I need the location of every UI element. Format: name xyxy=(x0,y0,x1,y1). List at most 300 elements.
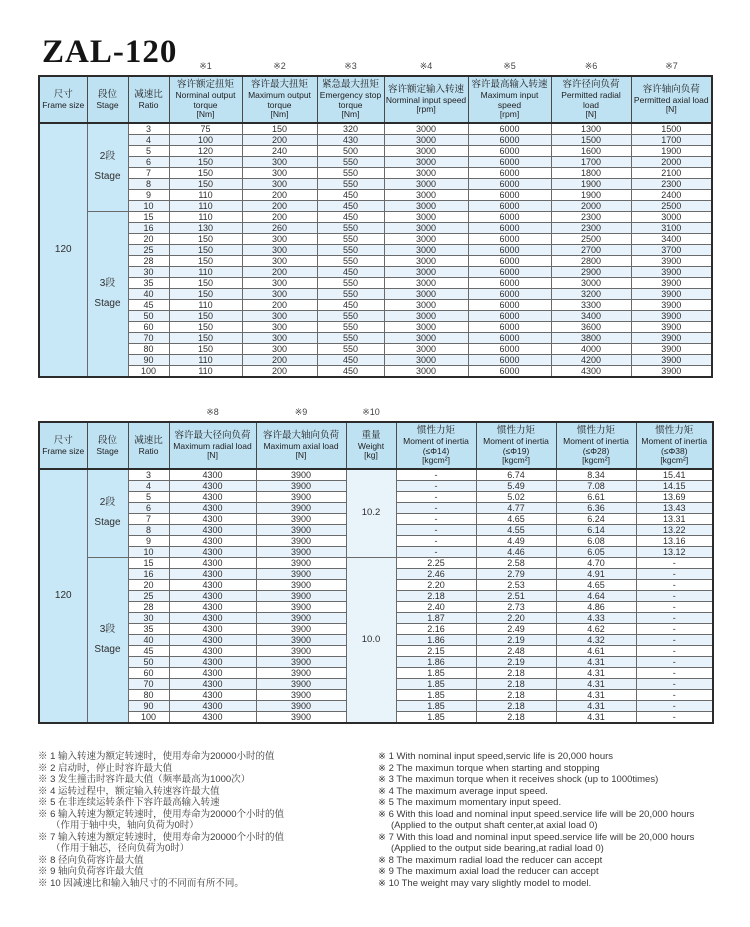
footnote-marker: ※9 xyxy=(294,407,308,417)
value-cell: 14.15 xyxy=(636,480,713,491)
ratio-cell: 16 xyxy=(128,222,169,233)
value-cell: 150 xyxy=(242,123,317,135)
value-cell: 150 xyxy=(169,255,242,266)
ratio-cell: 5 xyxy=(128,145,169,156)
column-header: 紧急最大扭矩 Emergency stop torque [Nm] xyxy=(317,76,384,123)
table1-body xyxy=(39,123,712,377)
footnote-marker xyxy=(396,406,476,419)
value-cell: 4300 xyxy=(169,700,256,711)
column-header: 重量 Weight [kg] xyxy=(346,422,396,469)
value-cell: 3000 xyxy=(384,288,468,299)
value-cell: - xyxy=(396,535,476,546)
value-cell: 200 xyxy=(242,365,317,377)
footnote-line: （作用于轴中央，轴向负荷为0时） xyxy=(51,820,199,831)
table-row xyxy=(39,145,712,156)
footnote-line: ※ 8 径向负荷容许最大值 xyxy=(38,854,144,866)
ratio-cell: 100 xyxy=(128,365,169,377)
value-cell: 6000 xyxy=(468,288,551,299)
value-cell: 3000 xyxy=(384,178,468,189)
value-cell: 6.61 xyxy=(556,491,636,502)
table-row xyxy=(39,288,712,299)
value-cell: 150 xyxy=(169,167,242,178)
value-cell: 3200 xyxy=(551,288,631,299)
value-cell: 4300 xyxy=(169,711,256,723)
column-header: 减速比 Ratio xyxy=(128,76,169,123)
footnote-line: ※ 3 The maximun torque when it receives shock (up to 1000times) xyxy=(378,774,659,785)
value-cell: 4.32 xyxy=(556,634,636,645)
footnote-line: ※ 1 With nominal input speed,servic life is 20,000 hours xyxy=(378,751,614,762)
value-cell: 150 xyxy=(169,244,242,255)
ratio-cell: 35 xyxy=(128,623,169,634)
footnote-line: ※ 10 The weight may vary slightly model to model. xyxy=(378,877,592,889)
value-cell: 300 xyxy=(242,343,317,354)
column-header: 段位 Stage xyxy=(87,76,128,123)
value-cell: 2500 xyxy=(631,200,712,211)
value-cell: 3900 xyxy=(631,266,712,277)
ratio-cell: 4 xyxy=(128,134,169,145)
ratio-cell: 20 xyxy=(128,233,169,244)
footnote-line: ※ 10 因减速比和输入轴尺寸的不同而有所不同。 xyxy=(38,877,244,889)
footnote-line: ※ 5 The maximum momentary input speed. xyxy=(378,797,562,808)
value-cell: - xyxy=(396,502,476,513)
value-cell: 3900 xyxy=(256,612,346,623)
value-cell: 1.85 xyxy=(396,711,476,723)
value-cell: 4300 xyxy=(169,546,256,557)
value-cell: 450 xyxy=(317,211,384,222)
value-cell: 1.85 xyxy=(396,678,476,689)
value-cell: 3900 xyxy=(256,656,346,667)
ratio-cell: 3 xyxy=(128,123,169,135)
value-cell: 300 xyxy=(242,244,317,255)
table-row xyxy=(39,156,712,167)
value-cell: 4.46 xyxy=(476,546,556,557)
stage-cell: 3段 Stage xyxy=(87,211,128,377)
value-cell: 4200 xyxy=(551,354,631,365)
value-cell: 2.18 xyxy=(476,711,556,723)
footnotes-section xyxy=(38,751,716,889)
table-row xyxy=(39,310,712,321)
value-cell: 3000 xyxy=(384,321,468,332)
value-cell: 6000 xyxy=(468,255,551,266)
value-cell: 3900 xyxy=(256,623,346,634)
table2-footnote-markers xyxy=(39,406,713,419)
table-row xyxy=(39,211,712,222)
value-cell: 3000 xyxy=(384,123,468,135)
value-cell: 260 xyxy=(242,222,317,233)
value-cell: 3000 xyxy=(384,299,468,310)
value-cell: 1800 xyxy=(551,167,631,178)
value-cell: 3900 xyxy=(256,513,346,524)
table-row xyxy=(39,123,712,135)
ratio-cell: 10 xyxy=(128,200,169,211)
value-cell: 550 xyxy=(317,343,384,354)
value-cell: 4300 xyxy=(169,590,256,601)
value-cell: 150 xyxy=(169,178,242,189)
value-cell: 3000 xyxy=(384,277,468,288)
value-cell: - xyxy=(396,513,476,524)
value-cell: 6000 xyxy=(468,266,551,277)
footnote-line: ※ 9 The maximum axial load the reducer can accept xyxy=(378,866,599,877)
value-cell: 4.64 xyxy=(556,590,636,601)
value-cell: 550 xyxy=(317,310,384,321)
value-cell: 6000 xyxy=(468,200,551,211)
value-cell: 3900 xyxy=(256,678,346,689)
table-row xyxy=(39,266,712,277)
value-cell: 6000 xyxy=(468,233,551,244)
value-cell: 110 xyxy=(169,211,242,222)
value-cell: 6.14 xyxy=(556,524,636,535)
value-cell: - xyxy=(636,623,713,634)
value-cell: 550 xyxy=(317,156,384,167)
ratio-cell: 28 xyxy=(128,255,169,266)
value-cell: 4300 xyxy=(169,480,256,491)
value-cell: 13.43 xyxy=(636,502,713,513)
footnote-line: ※ 3 发生撞击时容许最大值（频率最高为1000次） xyxy=(38,774,251,785)
value-cell: 1500 xyxy=(551,134,631,145)
value-cell: 3900 xyxy=(256,491,346,502)
value-cell: 6000 xyxy=(468,277,551,288)
table-row xyxy=(39,189,712,200)
value-cell: 3000 xyxy=(384,365,468,377)
ratio-cell: 25 xyxy=(128,590,169,601)
footnote-marker: ※10 xyxy=(362,407,380,417)
value-cell: 450 xyxy=(317,189,384,200)
value-cell: 430 xyxy=(317,134,384,145)
value-cell: 300 xyxy=(242,167,317,178)
table-row xyxy=(39,233,712,244)
value-cell: 3000 xyxy=(384,354,468,365)
value-cell: 550 xyxy=(317,244,384,255)
value-cell: 240 xyxy=(242,145,317,156)
column-header: 惯性力矩 Moment of inertia (≤Φ14) [kgcm²] xyxy=(396,422,476,469)
ratio-cell: 4 xyxy=(128,480,169,491)
value-cell: 3000 xyxy=(384,332,468,343)
value-cell: 1700 xyxy=(631,134,712,145)
value-cell: 300 xyxy=(242,156,317,167)
value-cell: 6000 xyxy=(468,343,551,354)
value-cell: 4300 xyxy=(551,365,631,377)
value-cell: 6.74 xyxy=(476,469,556,481)
value-cell: 2.58 xyxy=(476,557,556,568)
value-cell: 450 xyxy=(317,299,384,310)
value-cell: 3000 xyxy=(384,233,468,244)
value-cell: 3900 xyxy=(631,299,712,310)
footnote-line: ※ 7 With this load and nominal input speed.service life will be 20,000 hours xyxy=(378,831,695,843)
value-cell: 4.65 xyxy=(476,513,556,524)
footnote-marker xyxy=(128,406,169,419)
footnote-marker xyxy=(87,60,128,73)
value-cell: 4300 xyxy=(169,656,256,667)
ratio-cell: 20 xyxy=(128,579,169,590)
value-cell: 550 xyxy=(317,321,384,332)
value-cell: 2400 xyxy=(631,189,712,200)
value-cell: 2800 xyxy=(551,255,631,266)
value-cell: 3000 xyxy=(384,266,468,277)
value-cell: 4000 xyxy=(551,343,631,354)
ratio-cell: 35 xyxy=(128,277,169,288)
column-header: 容许径向负荷 Permitted radial load [N] xyxy=(551,76,631,123)
table-row xyxy=(39,134,712,145)
footnote-marker xyxy=(128,60,169,73)
load-weight-inertia-spec-table xyxy=(38,421,714,724)
value-cell: 3400 xyxy=(631,233,712,244)
value-cell: 150 xyxy=(169,277,242,288)
value-cell: 3900 xyxy=(631,332,712,343)
value-cell: 2100 xyxy=(631,167,712,178)
value-cell: 200 xyxy=(242,354,317,365)
footnote-marker: ※4 xyxy=(419,61,433,71)
ratio-cell: 80 xyxy=(128,689,169,700)
value-cell: 550 xyxy=(317,167,384,178)
table-row xyxy=(39,557,713,568)
value-cell: 2.18 xyxy=(476,689,556,700)
table-row xyxy=(39,255,712,266)
value-cell: 300 xyxy=(242,255,317,266)
value-cell: 2700 xyxy=(551,244,631,255)
table2-body xyxy=(39,469,713,723)
value-cell: 3000 xyxy=(384,343,468,354)
column-header: 尺寸 Frame size xyxy=(39,76,87,123)
ratio-cell: 50 xyxy=(128,656,169,667)
value-cell: 3900 xyxy=(256,557,346,568)
footnote-marker xyxy=(39,406,87,419)
value-cell: - xyxy=(636,656,713,667)
ratio-cell: 7 xyxy=(128,167,169,178)
value-cell: 4.91 xyxy=(556,568,636,579)
weight-cell: 10.2 xyxy=(346,469,396,558)
ratio-cell: 50 xyxy=(128,310,169,321)
table-row xyxy=(39,244,712,255)
value-cell: - xyxy=(636,568,713,579)
value-cell: 2.18 xyxy=(396,590,476,601)
value-cell: 1600 xyxy=(551,145,631,156)
ratio-cell: 100 xyxy=(128,711,169,723)
value-cell: 2.20 xyxy=(476,612,556,623)
stage-cell: 2段 Stage xyxy=(87,469,128,558)
value-cell: 550 xyxy=(317,222,384,233)
footnotes-chinese xyxy=(38,751,378,889)
column-header: 容许最大扭矩 Maximum output torque [Nm] xyxy=(242,76,317,123)
value-cell: 3900 xyxy=(631,343,712,354)
stage-cell: 3段 Stage xyxy=(87,557,128,723)
value-cell: 6.08 xyxy=(556,535,636,546)
value-cell: 6000 xyxy=(468,156,551,167)
value-cell: 3800 xyxy=(551,332,631,343)
value-cell: 4300 xyxy=(169,612,256,623)
ratio-cell: 70 xyxy=(128,332,169,343)
ratio-cell: 90 xyxy=(128,700,169,711)
footnotes-english xyxy=(378,751,716,889)
value-cell: 6000 xyxy=(468,167,551,178)
value-cell: 3900 xyxy=(256,535,346,546)
value-cell: 2300 xyxy=(631,178,712,189)
value-cell: 100 xyxy=(169,134,242,145)
footnote-marker: ※8 xyxy=(206,407,219,417)
value-cell: 2.18 xyxy=(476,700,556,711)
ratio-cell: 60 xyxy=(128,321,169,332)
value-cell: 300 xyxy=(242,288,317,299)
value-cell: 150 xyxy=(169,321,242,332)
table-row xyxy=(39,365,712,377)
value-cell: 2.19 xyxy=(476,634,556,645)
value-cell: 4.70 xyxy=(556,557,636,568)
value-cell: 2.51 xyxy=(476,590,556,601)
value-cell: 4300 xyxy=(169,579,256,590)
value-cell: 6000 xyxy=(468,310,551,321)
ratio-cell: 10 xyxy=(128,546,169,557)
ratio-cell: 70 xyxy=(128,678,169,689)
value-cell: 1700 xyxy=(551,156,631,167)
value-cell: 110 xyxy=(169,365,242,377)
value-cell: 300 xyxy=(242,277,317,288)
ratio-cell: 7 xyxy=(128,513,169,524)
value-cell: 550 xyxy=(317,288,384,299)
table-row xyxy=(39,178,712,189)
value-cell: 3900 xyxy=(256,689,346,700)
value-cell: 4300 xyxy=(169,667,256,678)
footnote-marker: ※6 xyxy=(584,61,598,71)
value-cell: 3900 xyxy=(256,502,346,513)
value-cell: 200 xyxy=(242,211,317,222)
footnote-marker: ※5 xyxy=(503,61,516,71)
value-cell: 6000 xyxy=(468,332,551,343)
value-cell: 3900 xyxy=(256,469,346,481)
value-cell: 3000 xyxy=(384,145,468,156)
column-header: 容许轴向负荷 Permitted axial load [N] xyxy=(631,76,712,123)
value-cell: 3700 xyxy=(631,244,712,255)
footnote-marker: ※7 xyxy=(665,61,678,71)
value-cell: 3900 xyxy=(256,568,346,579)
value-cell: 1.86 xyxy=(396,656,476,667)
value-cell: 4300 xyxy=(169,557,256,568)
value-cell: 6000 xyxy=(468,178,551,189)
value-cell: 2.73 xyxy=(476,601,556,612)
value-cell: 3900 xyxy=(256,480,346,491)
value-cell: 3000 xyxy=(384,200,468,211)
value-cell: 150 xyxy=(169,233,242,244)
ratio-cell: 8 xyxy=(128,524,169,535)
value-cell: 6000 xyxy=(468,222,551,233)
ratio-cell: 8 xyxy=(128,178,169,189)
table1-header xyxy=(39,76,712,123)
value-cell: 300 xyxy=(242,310,317,321)
value-cell: 3900 xyxy=(256,546,346,557)
value-cell: 200 xyxy=(242,200,317,211)
column-header: 尺寸 Frame size xyxy=(39,422,87,469)
value-cell: 110 xyxy=(169,354,242,365)
value-cell: 4300 xyxy=(169,601,256,612)
value-cell: 6000 xyxy=(468,145,551,156)
value-cell: 2900 xyxy=(551,266,631,277)
value-cell: 110 xyxy=(169,200,242,211)
column-header: 容许最高输入转速 Maximum input speed [rpm] xyxy=(468,76,551,123)
value-cell: 4300 xyxy=(169,634,256,645)
value-cell: 1500 xyxy=(631,123,712,135)
column-header: 惯性力矩 Moment of inertia (≤Φ38) [kgcm²] xyxy=(636,422,713,469)
column-header: 容许额定扭矩 Norminal output torque [Nm] xyxy=(169,76,242,123)
value-cell: 110 xyxy=(169,189,242,200)
value-cell: 450 xyxy=(317,354,384,365)
value-cell: 4300 xyxy=(169,513,256,524)
value-cell: 1300 xyxy=(551,123,631,135)
ratio-cell: 15 xyxy=(128,557,169,568)
value-cell: 6.24 xyxy=(556,513,636,524)
value-cell: 3900 xyxy=(256,590,346,601)
value-cell: 450 xyxy=(317,266,384,277)
value-cell: 4.31 xyxy=(556,667,636,678)
value-cell: 4.31 xyxy=(556,700,636,711)
column-header: 段位 Stage xyxy=(87,422,128,469)
value-cell: 500 xyxy=(317,145,384,156)
value-cell: 6000 xyxy=(468,189,551,200)
value-cell: 1.87 xyxy=(396,612,476,623)
value-cell: 200 xyxy=(242,189,317,200)
value-cell: 3900 xyxy=(256,645,346,656)
value-cell: 150 xyxy=(169,343,242,354)
value-cell: 110 xyxy=(169,299,242,310)
value-cell: - xyxy=(636,678,713,689)
value-cell: - xyxy=(396,480,476,491)
ratio-cell: 60 xyxy=(128,667,169,678)
stage-cell: 2段 Stage xyxy=(87,123,128,212)
value-cell: - xyxy=(636,667,713,678)
value-cell: 5.49 xyxy=(476,480,556,491)
footnote-marker xyxy=(476,406,556,419)
footnote-line: ※ 5 在非连续运转条件下容许最高输入转速 xyxy=(38,797,220,808)
value-cell: 1900 xyxy=(551,189,631,200)
value-cell: 6000 xyxy=(468,299,551,310)
value-cell: 4300 xyxy=(169,535,256,546)
value-cell: - xyxy=(636,590,713,601)
value-cell: 3000 xyxy=(384,134,468,145)
value-cell: 6000 xyxy=(468,365,551,377)
value-cell: 2500 xyxy=(551,233,631,244)
value-cell: 3900 xyxy=(631,255,712,266)
value-cell: 4.55 xyxy=(476,524,556,535)
value-cell: 200 xyxy=(242,266,317,277)
value-cell: 110 xyxy=(169,266,242,277)
value-cell: 4.31 xyxy=(556,689,636,700)
ratio-cell: 45 xyxy=(128,299,169,310)
value-cell: 300 xyxy=(242,233,317,244)
footnote-line: ※ 6 With this load and nominal input speed.service life will be 20,000 hours xyxy=(378,808,695,820)
table-row xyxy=(39,343,712,354)
value-cell: 4.31 xyxy=(556,711,636,723)
value-cell: 3900 xyxy=(256,634,346,645)
value-cell: 6000 xyxy=(468,244,551,255)
value-cell: 200 xyxy=(242,134,317,145)
page-title: ZAL-120 xyxy=(42,34,178,70)
ratio-cell: 9 xyxy=(128,535,169,546)
value-cell: 1.85 xyxy=(396,700,476,711)
value-cell: 1900 xyxy=(631,145,712,156)
value-cell: 150 xyxy=(169,288,242,299)
value-cell: 3300 xyxy=(551,299,631,310)
value-cell: 2000 xyxy=(631,156,712,167)
footnote-line: ※ 2 The maximun torque when starting and stopping xyxy=(378,762,600,774)
value-cell: 4300 xyxy=(169,623,256,634)
ratio-cell: 5 xyxy=(128,491,169,502)
table-row xyxy=(39,469,713,481)
value-cell: 2000 xyxy=(551,200,631,211)
ratio-cell: 6 xyxy=(128,502,169,513)
value-cell: 13.22 xyxy=(636,524,713,535)
value-cell: 3000 xyxy=(384,255,468,266)
value-cell: 450 xyxy=(317,200,384,211)
value-cell: 2.19 xyxy=(476,656,556,667)
footnote-line: ※ 2 启动时，停止时容许最大值 xyxy=(38,762,173,774)
footnote-marker: ※3 xyxy=(344,61,357,71)
